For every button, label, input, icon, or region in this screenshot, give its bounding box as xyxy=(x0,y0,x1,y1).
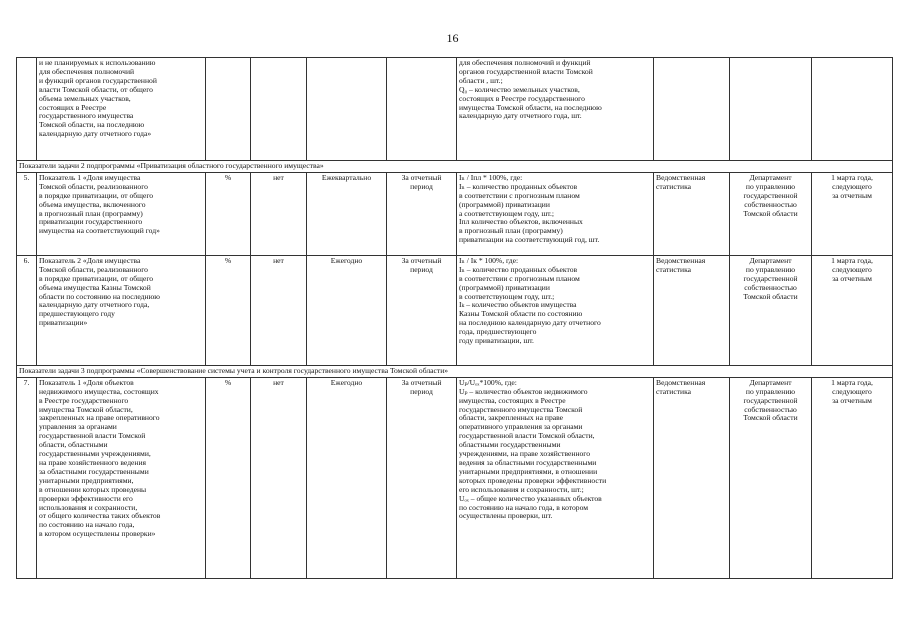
cell-formula: Iₙ / Iпл * 100%, где: Iₙ – количество проданных объектов в соответствии с прогнозным планом (программой) приватизации а соответствующем году, шт.; Iпл количество объектов, включенных в прогнозный план (программу) приватизации на соответствующий год, шт. xyxy=(457,172,654,255)
cell-formula: Iₙ / Iк * 100%, где: Iₙ – количество проданных объектов в соответствии с прогнозным планом (программой) приватизации в соответствующем году, шт.; Iₖ – количество объектов имущества Казны Томской области по состоянию на последнюю календарную дату отчетного года, предшествующего году приватизации, шт. xyxy=(457,255,654,365)
cell-deadline xyxy=(812,58,893,161)
cell-source: Ведомственная статистика xyxy=(654,172,730,255)
table-row-continuation xyxy=(17,58,893,161)
cell-formula: для обеспечения полномочий и функций органов государственной власти Томской области , шт.; Q₀ – количество земельных участков, состоящих в Реестре государственного имущества Томской области, на последнюю календарную дату отчетного года, шт. xyxy=(457,58,654,161)
table-row xyxy=(17,377,893,578)
cell-unit: % xyxy=(206,377,251,578)
section-title-task-3: Показатели задачи 3 подпрограммы «Совершенствование системы учета и контроля государственного имущества Томской области» xyxy=(17,365,893,377)
cell-responsible xyxy=(730,58,812,161)
cell-indicator-name: Показатель 1 «Доля объектов недвижимого имущества, состоящих в Реестре государственного имущества Томской области, закрепленных на праве оперативного управления за органами государственной власти Томской области, областными государственными учреждениями, на праве хозяйственного ведения за областными государственными унитарными предприятиями, в отношении которых проведены проверки эффективности его использования и сохранности, от общего количества таких объектов по состоянию на начало года, в котором осуществлены проверки» xyxy=(37,377,206,578)
cell-period: За отчетный период xyxy=(387,172,457,255)
cell-value: нет xyxy=(251,377,307,578)
cell-frequency xyxy=(307,58,387,161)
table-row xyxy=(17,172,893,255)
table-row xyxy=(17,255,893,365)
cell-source: Ведомственная статистика xyxy=(654,255,730,365)
cell-period: За отчетный период xyxy=(387,255,457,365)
cell-formula: Uₚ/Uₒₓ*100%, где: Uₚ – количество объектов недвижимого имущества, состоящих в Реестре государственного имущества Томской области, закрепленных на праве оперативного управления за органами государственной власти Томской области, областными государственными учреждениями, на праве хозяйственного ведения за областными государственными унитарными предприятиями, в отношении которых проведены проверки эффективности его использования и сохранности, шт.; Uₒₓ – общее количество указанных объектов по состоянию на начало года, в котором осуществлены проверки, шт. xyxy=(457,377,654,578)
cell-responsible: Департамент по управлению государственной собственностью Томской области xyxy=(730,255,812,365)
cell-indicator-name: Показатель 2 «Доля имущества Томской области, реализованного в порядке приватизации, от общего объема имущества Казны Томской области по состоянию на последнюю календарную дату отчетного года, предшествующего году приватизации» xyxy=(37,255,206,365)
cell-deadline: 1 марта года, следующего за отчетным xyxy=(812,377,893,578)
cell-unit xyxy=(206,58,251,161)
section-title-task-2: Показатели задачи 2 подпрограммы «Приватизация областного государственного имущества» xyxy=(17,161,893,173)
cell-deadline: 1 марта года, следующего за отчетным xyxy=(812,255,893,365)
page-number: 16 xyxy=(446,31,459,45)
cell-frequency: Ежеквартально xyxy=(307,172,387,255)
cell-indicator-name: и не планируемых к использованию для обеспечения полномочий и функций органов государственной власти Томской области, от общего объема земельных участков, состоящих в Реестре государственного имущества Томской области, на последнюю календарную дату отчетного года» xyxy=(37,58,206,161)
cell-value: нет xyxy=(251,172,307,255)
cell-source xyxy=(654,58,730,161)
cell-num: 5. xyxy=(17,172,37,255)
cell-responsible: Департамент по управлению государственной собственностью Томской области xyxy=(730,377,812,578)
cell-period: За отчетный период xyxy=(387,377,457,578)
cell-num: 7. xyxy=(17,377,37,578)
indicators-table xyxy=(16,57,893,579)
cell-value xyxy=(251,58,307,161)
cell-unit: % xyxy=(206,172,251,255)
cell-frequency: Ежегодно xyxy=(307,377,387,578)
cell-num: 6. xyxy=(17,255,37,365)
cell-indicator-name: Показатель 1 «Доля имущества Томской области, реализованного в порядке приватизации, от общего объема имущества, включенного в прогнозный план (программу) приватизации государственного имущества на соответствующий год» xyxy=(37,172,206,255)
cell-value: нет xyxy=(251,255,307,365)
cell-num xyxy=(17,58,37,161)
cell-source: Ведомственная статистика xyxy=(654,377,730,578)
cell-period xyxy=(387,58,457,161)
cell-responsible: Департамент по управлению государственной собственностью Томской области xyxy=(730,172,812,255)
cell-deadline: 1 марта года, следующего за отчетным xyxy=(812,172,893,255)
cell-unit: % xyxy=(206,255,251,365)
cell-frequency: Ежегодно xyxy=(307,255,387,365)
section-header-row xyxy=(17,161,893,173)
section-header-row xyxy=(17,365,893,377)
